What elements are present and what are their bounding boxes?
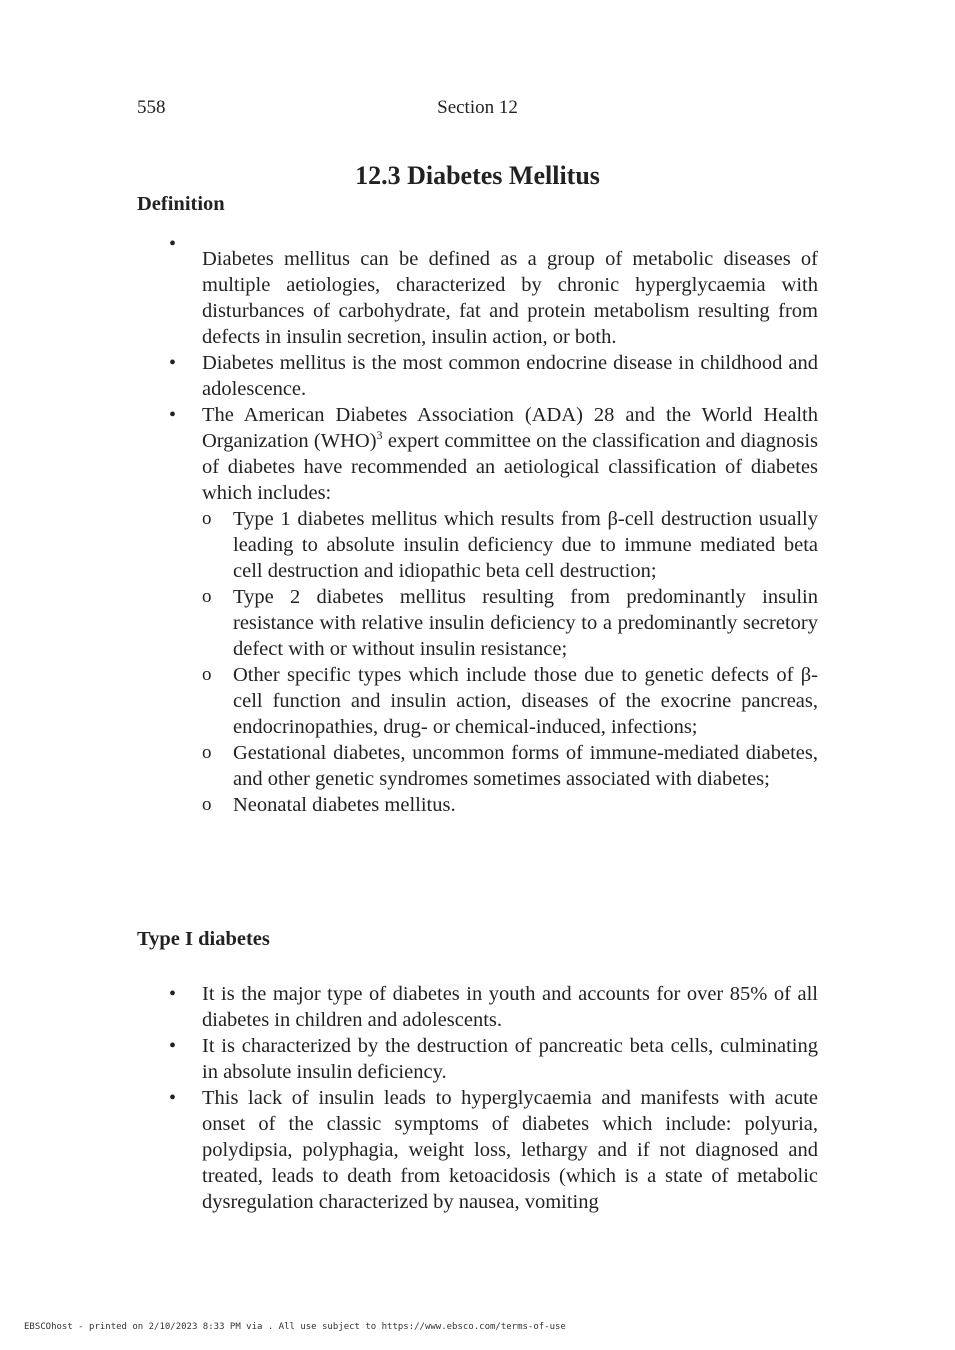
bullet-icon: • bbox=[169, 352, 177, 374]
sublist-item bbox=[202, 506, 818, 584]
sublist-item bbox=[202, 740, 818, 792]
list-item-text bbox=[202, 404, 818, 504]
sublist-item-text: Neonatal diabetes mellitus. bbox=[233, 794, 456, 816]
circle-bullet-icon: o bbox=[202, 794, 212, 815]
sublist-item-text: Other specific types which include those due to genetic defects of β-cell function and insulin action, diseases of the exocrine pancreas, endocrinopathies, drug- or chemical-induced, infections; bbox=[233, 664, 818, 738]
running-head bbox=[0, 97, 955, 119]
list-item bbox=[169, 233, 818, 350]
bullet-icon: • bbox=[169, 983, 177, 1005]
list-item bbox=[169, 1033, 818, 1085]
list-item bbox=[169, 981, 818, 1033]
sublist-item-text: Gestational diabetes, uncommon forms of immune-mediated diabetes, and other genetic syndromes sometimes associated with diabetes; bbox=[233, 742, 818, 790]
classification-sublist bbox=[202, 506, 818, 818]
list-item-text: It is the major type of diabetes in youth and accounts for over 85% of all diabetes in children and adolescents. bbox=[202, 983, 818, 1031]
bullet-icon: • bbox=[169, 1087, 177, 1109]
sublist-item bbox=[202, 662, 818, 740]
bullet-icon: • bbox=[169, 404, 177, 426]
sublist-item bbox=[202, 792, 818, 818]
type1-heading: Type I diabetes bbox=[137, 928, 270, 950]
ada-text-after: expert committee on the classification and diagnosis of diabetes have recommended an aetiological classification of diabetes which includes: bbox=[202, 430, 818, 504]
definition-list bbox=[169, 233, 818, 818]
sublist-item bbox=[202, 584, 818, 662]
sublist-item-text: Type 1 diabetes mellitus which results from β-cell destruction usually leading to absolute insulin deficiency due to immune mediated beta cell destruction and idiopathic beta cell destruction; bbox=[233, 508, 818, 582]
list-item bbox=[169, 1085, 818, 1215]
circle-bullet-icon: o bbox=[202, 586, 212, 607]
list-item-text: This lack of insulin leads to hyperglycaemia and manifests with acute onset of the classic symptoms of diabetes which include: polyuria, polydipsia, polyphagia, weight loss, lethargy and if not diagnosed and treated, leads to death from ketoacidosis (which is a state of metabolic dysregulation characterized by nausea, vomiting bbox=[202, 1087, 818, 1213]
list-item-text: Diabetes mellitus can be defined as a group of metabolic diseases of multiple aetiologies, characterized by chronic hyperglycaemia with disturbances of carbohydrate, fat and protein metabolism resulting from defects in insulin secretion, insulin action, or both. bbox=[202, 248, 818, 348]
section-title: 12.3 Diabetes Mellitus bbox=[355, 161, 600, 190]
bullet-icon: • bbox=[169, 1035, 177, 1057]
type1-list bbox=[169, 981, 818, 1215]
bullet-icon: • bbox=[169, 233, 177, 255]
circle-bullet-icon: o bbox=[202, 664, 212, 685]
list-item bbox=[169, 402, 818, 818]
page-number: 558 bbox=[137, 97, 166, 118]
list-item-text: Diabetes mellitus is the most common endocrine disease in childhood and adolescence. bbox=[202, 352, 818, 400]
running-head-text: Section 12 bbox=[437, 97, 518, 118]
list-item-text: It is characterized by the destruction of pancreatic beta cells, culminating in absolute insulin deficiency. bbox=[202, 1035, 818, 1083]
ada-text-before: The American Diabetes Association (ADA) 28 and the World Health Organization (WHO) bbox=[202, 404, 818, 452]
definition-heading: Definition bbox=[137, 193, 225, 215]
citation-superscript: 3 bbox=[376, 428, 383, 443]
circle-bullet-icon: o bbox=[202, 742, 212, 763]
list-item bbox=[169, 350, 818, 402]
print-footer: EBSCOhost - printed on 2/10/2023 8:33 PM via . All use subject to https://www.ebsco.com/terms-of-use bbox=[24, 1322, 566, 1332]
sublist-item-text: Type 2 diabetes mellitus resulting from predominantly insulin resistance with relative insulin deficiency to a predominantly secretory defect with or without insulin resistance; bbox=[233, 586, 818, 660]
circle-bullet-icon: o bbox=[202, 508, 212, 529]
